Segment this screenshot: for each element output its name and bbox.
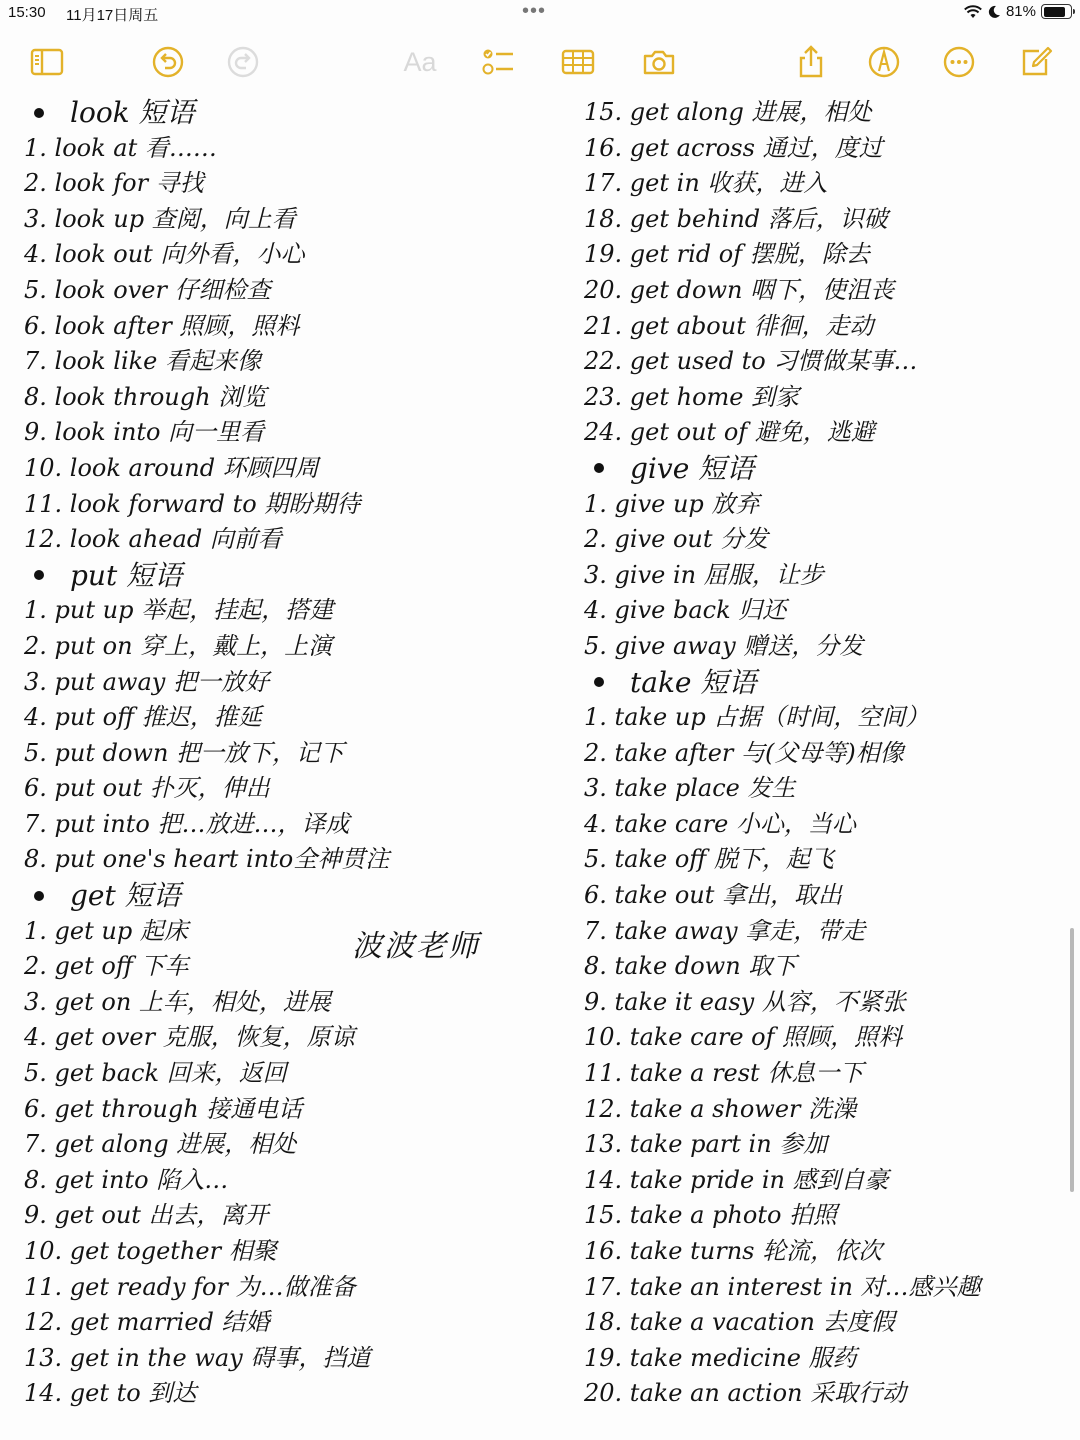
- compose-button[interactable]: [1013, 40, 1057, 84]
- phrase-line: [24, 807, 544, 843]
- phrase-text: 2. take after 与(父母等)相像: [584, 738, 904, 767]
- status-time: 15:30: [8, 4, 46, 21]
- phrase-line: [24, 1056, 544, 1092]
- phrase-line: [24, 1305, 544, 1341]
- phrase-text: 3. take place 发生: [584, 774, 796, 803]
- phrase-text: 17. get in 收获，进入: [584, 169, 828, 198]
- camera-icon: [641, 44, 677, 80]
- phrase-text: 19. take medicine 服药: [584, 1343, 857, 1372]
- phrase-line: [584, 202, 1054, 238]
- phrase-line: [584, 1270, 1054, 1306]
- do-not-disturb-moon-icon: [987, 5, 1001, 19]
- phrase-line: [24, 166, 544, 202]
- phrase-text: 1. take up 占据（时间，空间）: [584, 703, 930, 732]
- phrase-text: 6. take out 拿出，取出: [584, 881, 843, 910]
- share-button[interactable]: [789, 40, 833, 84]
- multitasking-dots-icon[interactable]: •••: [522, 0, 547, 22]
- phrase-line: [24, 487, 544, 523]
- phrase-text: 5. take off 脱下，起飞: [584, 845, 834, 874]
- phrase-line: [24, 1341, 544, 1377]
- status-date: 11月17日周五: [66, 7, 159, 24]
- table-button[interactable]: [556, 40, 600, 84]
- phrase-text: 6. look after 照顾，照料: [24, 311, 300, 340]
- notes-toolbar: [0, 40, 1080, 84]
- section-heading-text: give 短语: [630, 451, 755, 485]
- wifi-icon: [964, 5, 982, 19]
- sidebar-toggle-button[interactable]: [25, 40, 69, 84]
- more-options-button[interactable]: [937, 40, 981, 84]
- phrase-line: [584, 700, 1054, 736]
- phrase-text: 15. take a photo 拍照: [584, 1201, 838, 1230]
- phrase-line: [584, 985, 1054, 1021]
- phrase-line: [584, 736, 1054, 772]
- phrase-text: 11. take a rest 休息一下: [584, 1059, 864, 1088]
- phrase-text: 4. put off 推迟，推延: [24, 703, 262, 732]
- phrase-line: [584, 1127, 1054, 1163]
- phrase-line: [24, 273, 544, 309]
- compose-icon: [1017, 44, 1053, 80]
- phrase-text: 20. take an action 采取行动: [584, 1379, 907, 1408]
- phrase-line: [24, 131, 544, 167]
- phrase-text: 4. look out 向外看，小心: [24, 240, 305, 269]
- section-heading: [24, 95, 544, 131]
- phrase-line: [584, 487, 1054, 523]
- phrase-line: [584, 344, 1054, 380]
- section-heading-text: put 短语: [70, 558, 183, 592]
- phrase-line: [24, 451, 544, 487]
- phrase-line: [584, 949, 1054, 985]
- status-indicators: [964, 3, 1072, 20]
- phrase-text: 12. look ahead 向前看: [24, 525, 282, 554]
- phrase-text: 4. take care 小心，当心: [584, 809, 856, 838]
- redo-button[interactable]: [221, 40, 265, 84]
- checklist-icon: [480, 44, 516, 80]
- phrase-line: [24, 1270, 544, 1306]
- phrase-text: 14. get to 到达: [24, 1379, 197, 1408]
- phrase-text: 18. take a vacation 去度假: [584, 1308, 895, 1337]
- phrase-text: 13. take part in 参加: [584, 1130, 828, 1159]
- phrase-line: [24, 415, 544, 451]
- phrase-text: 5. get back 回来，返回: [24, 1059, 287, 1088]
- sidebar-icon: [29, 44, 65, 80]
- phrase-text: 2. put on 穿上，戴上，上演: [24, 631, 333, 660]
- phrase-text: 8. get into 陷入…: [24, 1165, 229, 1194]
- phrase-line: [24, 1127, 544, 1163]
- phrase-text: 3. put away 把一放好: [24, 667, 269, 696]
- phrase-text: 3. get on 上车，相处，进展: [24, 987, 331, 1016]
- phrase-text: 11. get ready for 为…做准备: [24, 1272, 356, 1301]
- phrase-text: 12. get married 结婚: [24, 1308, 270, 1337]
- phrase-line: [584, 1092, 1054, 1128]
- section-heading: [24, 558, 544, 594]
- phrase-line: [24, 1020, 544, 1056]
- phrase-line: [24, 380, 544, 416]
- phrase-text: 8. take down 取下: [584, 952, 797, 981]
- text-format-button[interactable]: [398, 40, 442, 84]
- phrase-text: 9. look into 向一里看: [24, 418, 265, 447]
- phrase-line: [584, 273, 1054, 309]
- note-content[interactable]: [0, 95, 1080, 1440]
- phrase-text: 15. get along 进展，相处: [584, 98, 872, 126]
- phrase-line: [24, 842, 544, 878]
- phrase-line: [584, 807, 1054, 843]
- section-heading: [584, 451, 1054, 487]
- phrase-line: [24, 593, 544, 629]
- phrase-text: 1. put up 举起，挂起，搭建: [24, 596, 334, 625]
- checklist-button[interactable]: [476, 40, 520, 84]
- phrase-text: 1. look at 看……: [24, 133, 217, 162]
- phrase-text: 10. take care of 照顾，照料: [584, 1023, 903, 1052]
- phrase-line: [24, 1198, 544, 1234]
- phrase-text: 21. get about 徘徊，走动: [584, 311, 874, 340]
- phrase-line: [584, 558, 1054, 594]
- share-icon: [793, 44, 829, 80]
- phrase-line: [24, 1376, 544, 1412]
- phrase-line: [24, 736, 544, 772]
- phrase-line: [24, 700, 544, 736]
- phrase-line: [24, 237, 544, 273]
- phrase-line: [584, 593, 1054, 629]
- phrase-text: 2. get off 下车: [24, 952, 189, 981]
- markup-button[interactable]: [862, 40, 906, 84]
- phrase-text: 8. put one's heart into全神贯注: [24, 845, 390, 874]
- phrase-line: [24, 522, 544, 558]
- phrase-line: [24, 1163, 544, 1199]
- more-icon: [941, 44, 977, 80]
- phrase-line: [584, 1305, 1054, 1341]
- phrase-text: 2. look for 寻找: [24, 169, 204, 198]
- phrase-text: 11. look forward to 期盼期待: [24, 489, 361, 518]
- author-signature: 波波老师: [352, 929, 480, 964]
- status-bar: [0, 0, 1080, 26]
- phrase-text: 1. give up 放弃: [584, 489, 760, 518]
- phrase-text: 22. get used to 习惯做某事…: [584, 347, 918, 376]
- phrase-text: 10. look around 环顾四周: [24, 453, 319, 482]
- phrase-text: 6. put out 扑灭，伸出: [24, 774, 270, 803]
- phrase-line: [584, 1163, 1054, 1199]
- phrase-text: 3. look up 查阅，向上看: [24, 204, 296, 233]
- phrase-text: 13. get in the way 碍事，挡道: [24, 1343, 371, 1372]
- phrase-text: 17. take an interest in 对…感兴趣: [584, 1272, 981, 1301]
- table-icon: [560, 44, 596, 80]
- phrase-text: 7. look like 看起来像: [24, 347, 261, 376]
- undo-icon: [150, 44, 186, 80]
- phrase-text: 12. take a shower 洗澡: [584, 1094, 857, 1123]
- phrase-text: 3. give in 屈服，让步: [584, 560, 824, 589]
- phrase-text: 7. put into 把…放进…，译成: [24, 809, 350, 838]
- section-heading: [584, 665, 1054, 701]
- phrase-line: [584, 1341, 1054, 1377]
- section-heading-text: take 短语: [630, 665, 757, 699]
- phrase-text: 7. take away 拿走，带走: [584, 916, 866, 945]
- phrase-line: [584, 1198, 1054, 1234]
- section-heading-text: get 短语: [70, 879, 181, 913]
- phrase-line: [584, 237, 1054, 273]
- bullet-icon: [594, 463, 604, 473]
- phrase-line: [24, 985, 544, 1021]
- phrase-line: [584, 166, 1054, 202]
- redo-icon: [225, 44, 261, 80]
- markup-icon: [866, 44, 902, 80]
- phrase-text: 2. give out 分发: [584, 525, 769, 554]
- phrase-text: 10. get together 相聚: [24, 1237, 277, 1265]
- phrase-line: [584, 771, 1054, 807]
- note-left-column: [24, 95, 544, 1412]
- bullet-icon: [594, 677, 604, 687]
- note-right-column: [584, 95, 1054, 1412]
- phrase-line: [24, 1234, 544, 1270]
- phrase-text: 7. get along 进展，相处: [24, 1130, 297, 1159]
- camera-button[interactable]: [637, 40, 681, 84]
- phrase-text: 20. get down 咽下，使沮丧: [584, 275, 895, 304]
- phrase-line: [24, 309, 544, 345]
- phrase-line: [584, 380, 1054, 416]
- phrase-text: 6. get through 接通电话: [24, 1094, 303, 1123]
- phrase-line: [584, 629, 1054, 665]
- undo-button[interactable]: [146, 40, 190, 84]
- phrase-text: 14. take pride in 感到自豪: [584, 1165, 889, 1194]
- phrase-line: [584, 522, 1054, 558]
- phrase-line: [584, 842, 1054, 878]
- bullet-icon: [34, 570, 44, 580]
- phrase-line: [24, 202, 544, 238]
- phrase-text: 23. get home 到家: [584, 382, 800, 411]
- phrase-line: [24, 344, 544, 380]
- section-heading-text: look 短语: [70, 96, 195, 129]
- phrase-text: 8. look through 浏览: [24, 382, 267, 411]
- vertical-scrollbar[interactable]: [1070, 928, 1074, 1192]
- phrase-line: [24, 665, 544, 701]
- phrase-line: [584, 878, 1054, 914]
- phrase-text: 16. take turns 轮流，依次: [584, 1237, 883, 1265]
- phrase-line: [24, 771, 544, 807]
- phrase-text: 16. get across 通过，度过: [584, 133, 883, 162]
- battery-percent: 81%: [1005, 3, 1036, 20]
- bullet-icon: [34, 891, 44, 901]
- phrase-line: [584, 914, 1054, 950]
- bullet-icon: [34, 108, 44, 118]
- phrase-line: [24, 1092, 544, 1128]
- phrase-text: 4. give back 归还: [584, 596, 787, 625]
- phrase-text: 18. get behind 落后，识破: [584, 204, 888, 233]
- phrase-text: 24. get out of 避免，逃避: [584, 418, 875, 447]
- phrase-line: [584, 1234, 1054, 1270]
- phrase-text: 19. get rid of 摆脱，除去: [584, 240, 870, 269]
- phrase-line: [584, 415, 1054, 451]
- phrase-line: [584, 131, 1054, 167]
- phrase-line: [24, 629, 544, 665]
- phrase-line: [584, 1056, 1054, 1092]
- battery-icon: [1041, 4, 1072, 19]
- phrase-line: [584, 1376, 1054, 1412]
- phrase-line: [584, 309, 1054, 345]
- phrase-line: [584, 1020, 1054, 1056]
- phrase-text: 4. get over 克服，恢复，原谅: [24, 1023, 355, 1052]
- phrase-text: 1. get up 起床: [24, 916, 188, 945]
- section-heading: [24, 878, 544, 914]
- phrase-text: 5. put down 把一放下，记下: [24, 738, 345, 767]
- phrase-text: 9. take it easy 从容，不紧张: [584, 987, 906, 1016]
- phrase-line: [584, 95, 1054, 131]
- phrase-text: 5. give away 赠送，分发: [584, 631, 864, 660]
- text-format-icon: Aa: [403, 46, 437, 77]
- phrase-text: 9. get out 出去，离开: [24, 1201, 269, 1230]
- battery-level: [1044, 7, 1065, 17]
- phrase-text: 5. look over 仔细检查: [24, 275, 271, 304]
